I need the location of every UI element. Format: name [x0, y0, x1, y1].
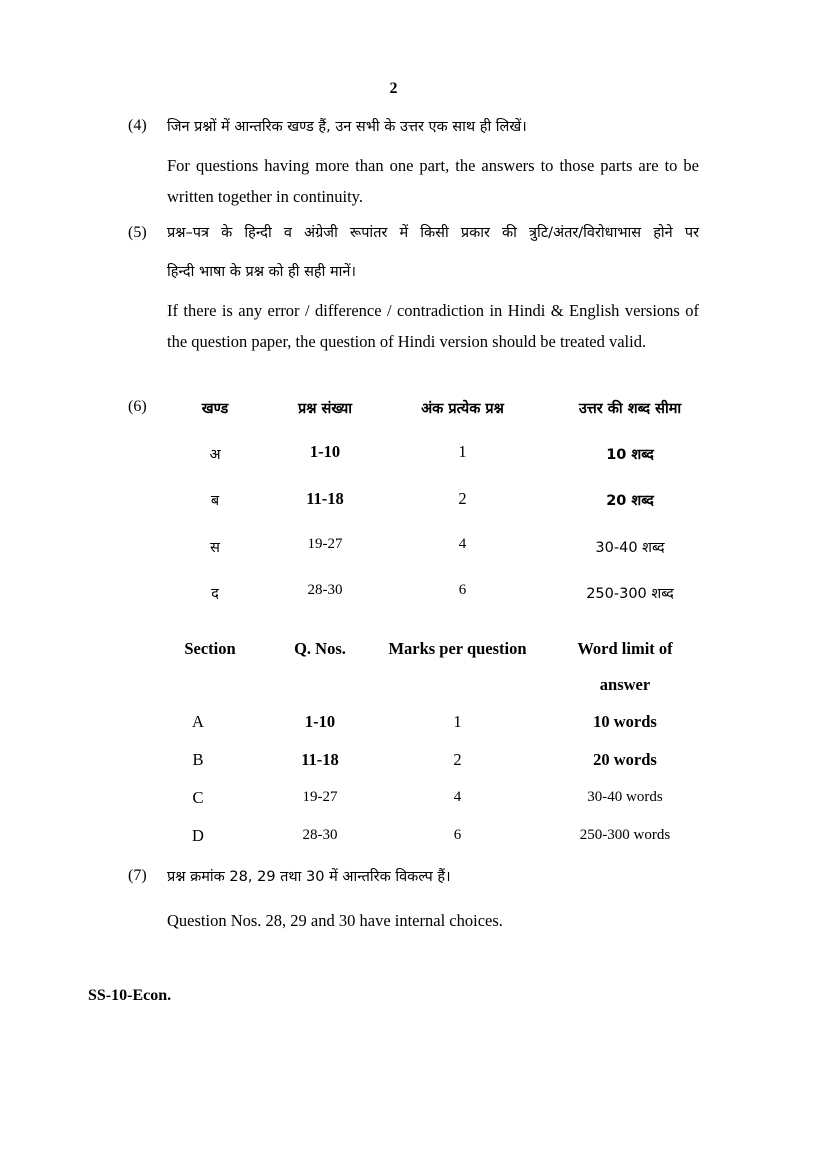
table-cell: 2	[458, 489, 467, 508]
table-cell: 1	[453, 712, 462, 731]
table-header: Word limit of	[577, 639, 673, 658]
table-cell: 2	[453, 750, 462, 769]
table-cell: 11-18	[301, 750, 339, 769]
instruction-number: (4)	[128, 117, 147, 134]
table-cell: 1	[458, 442, 467, 461]
table-cell: 20 शब्द	[606, 493, 654, 509]
instruction-english: If there is any error / difference / contradiction in Hindi & English versions of the question paper, the question of Hindi version should be treated valid.	[167, 301, 699, 351]
table-cell: 6	[458, 582, 467, 598]
instruction-english: For questions having more than one part, the answers to those parts are to be written together in continuity.	[167, 156, 699, 206]
table-cell: 250-300 शब्द	[586, 586, 674, 602]
table-cell: 1-10	[304, 712, 336, 731]
table-header: Section	[184, 639, 236, 658]
instruction-hindi-line: प्रश्न–पत्र के हिन्दी व अंग्रेजी रूपांतर में किसी प्रकार की त्रुटि/अंतर/विरोधाभास होने पर	[167, 225, 699, 241]
instruction-english: Question Nos. 28, 29 and 30 have internal choices.	[167, 911, 503, 930]
instruction-hindi: जिन प्रश्नों में आन्तरिक खण्ड हैं, उन सभी के उत्तर एक साथ ही लिखें।	[167, 119, 527, 135]
table-cell: D	[192, 826, 204, 845]
table-cell: B	[192, 750, 204, 769]
table-header: answer	[599, 675, 651, 694]
table-header: Marks per question	[388, 639, 527, 658]
instruction-number: (7)	[128, 867, 147, 884]
table-cell: द	[211, 586, 219, 602]
table-cell: स	[210, 540, 220, 556]
instruction-hindi: प्रश्न क्रमांक 28, 29 तथा 30 में आन्तरिक विकल्प हैं।	[167, 869, 451, 885]
table-cell: 11-18	[306, 489, 344, 508]
table-cell: 30-40 शब्द	[595, 540, 665, 556]
table-cell: 10 words	[593, 712, 657, 731]
table-cell: C	[192, 788, 204, 807]
table-cell: ब	[210, 493, 220, 509]
table-cell: 30-40 words	[587, 789, 663, 805]
instruction-hindi-line: हिन्दी भाषा के प्रश्न को ही सही मानें।	[167, 264, 356, 280]
table-header: खण्ड	[201, 401, 229, 417]
table-cell: 20 words	[593, 750, 657, 769]
table-cell: 4	[453, 789, 462, 805]
table-header: उत्तर की शब्द सीमा	[578, 401, 682, 417]
table-cell: 28-30	[302, 827, 338, 843]
table-header: प्रश्न संख्या	[298, 401, 352, 417]
table-header: Q. Nos.	[294, 639, 346, 658]
table-cell: अ	[209, 447, 221, 463]
footer-paper-code: SS-10-Econ.	[88, 987, 172, 1004]
table-cell: 250-300 words	[579, 827, 671, 843]
table-cell: 4	[458, 536, 467, 552]
instruction-number: (5)	[128, 224, 147, 241]
table-cell: 6	[453, 827, 462, 843]
table-header: अंक प्रत्येक प्रश्न	[421, 401, 504, 417]
table-cell: 10 शब्द	[606, 447, 654, 463]
table-cell: 19-27	[302, 789, 338, 805]
table-cell: 1-10	[309, 442, 341, 461]
instruction-number: (6)	[128, 398, 147, 415]
table-cell: 28-30	[307, 582, 343, 598]
table-cell: A	[192, 712, 204, 731]
page-number: 2	[389, 80, 398, 97]
table-cell: 19-27	[307, 536, 343, 552]
